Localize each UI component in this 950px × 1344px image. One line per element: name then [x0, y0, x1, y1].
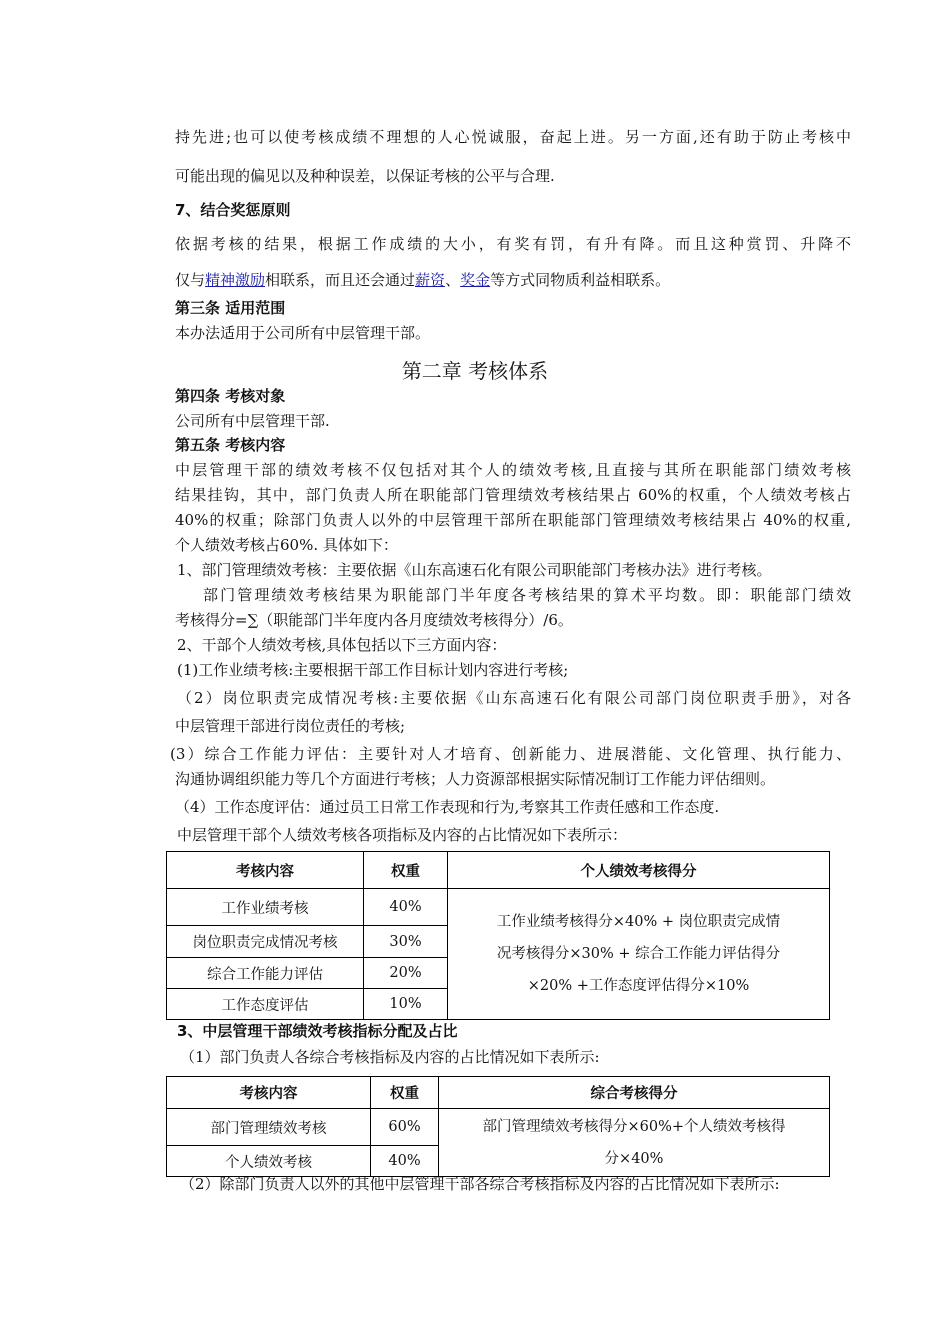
- link-bonus[interactable]: 奖金: [460, 271, 491, 289]
- table-header: 个人绩效考核得分: [448, 852, 830, 889]
- text-segment: 等方式同物质利益相联系。: [490, 271, 671, 289]
- text-segment: 、: [445, 271, 461, 289]
- para-line: 40%的权重；除部门负责人以外的中层管理干部所在职能部门管理绩效考核结果占 40%的权重,: [175, 511, 851, 529]
- para-line: 依据考核的结果，根据工作成绩的大小，有奖有罚，有升有降。而且这种赏罚、升降不: [175, 235, 851, 253]
- table-cell: 个人绩效考核: [167, 1146, 371, 1177]
- article-heading: 第四条 考核对象: [175, 387, 286, 405]
- list-item: 2、干部个人绩效考核,具体包括以下三方面内容：: [177, 636, 507, 654]
- para-line: 中层管理干部的绩效考核不仅包括对其个人的绩效考核,且直接与其所在职能部门绩效考核: [175, 461, 851, 479]
- table-intro: （1）部门负责人各综合考核指标及内容的占比情况如下表所示:: [180, 1048, 600, 1066]
- article-text: 公司所有中层管理干部.: [175, 412, 330, 430]
- formula-line: 部门管理绩效考核得分×60%+个人绩效考核得: [482, 1118, 786, 1135]
- para-line: 持先进;也可以使考核成绩不理想的人心悦诚服，奋起上进。另一方面,还有助于防止考核中: [175, 128, 851, 146]
- table-cell: 30%: [364, 926, 448, 958]
- table-header: 考核内容: [167, 852, 364, 889]
- link-spiritual-incentive[interactable]: 精神激励: [205, 271, 266, 289]
- formula-cell: [439, 1109, 830, 1177]
- sub-item: 中层管理干部进行岗位责任的考核;: [175, 717, 406, 735]
- table-header: 权重: [371, 1077, 439, 1109]
- sub-item: 沟通协调组织能力等几个方面进行考核；人力资源部根据实际情况制订工作能力评估细则。: [175, 770, 776, 788]
- table-cell: 工作业绩考核: [167, 889, 364, 926]
- sub-item: （4）工作态度评估：通过员工日常工作表现和行为,考察其工作责任感和工作态度.: [175, 798, 720, 816]
- department-head-table: [166, 1076, 830, 1177]
- chapter-title: 第二章 考核体系: [401, 359, 549, 383]
- para-line: 可能出现的偏见以及种种误差，以保证考核的公平与合理.: [175, 167, 555, 185]
- section-heading: 3、中层管理干部绩效考核指标分配及占比: [177, 1022, 458, 1040]
- table-header: 考核内容: [167, 1077, 371, 1109]
- table-intro: 中层管理干部个人绩效考核各项指标及内容的占比情况如下表所示：: [177, 826, 628, 844]
- table-cell: 综合工作能力评估: [167, 958, 364, 989]
- list-item: 1、部门管理绩效考核：主要依据《山东高速石化有限公司职能部门考核办法》进行考核。: [177, 561, 772, 579]
- table-cell: 10%: [364, 989, 448, 1020]
- table-header: 综合考核得分: [439, 1077, 830, 1109]
- table-cell: 40%: [371, 1146, 439, 1177]
- table-cell: 60%: [371, 1109, 439, 1146]
- table-cell: 工作态度评估: [167, 989, 364, 1020]
- principle-heading: 7、结合奖惩原则: [175, 201, 291, 219]
- personal-performance-table: [166, 851, 830, 1020]
- table-cell: 40%: [364, 889, 448, 926]
- para-line: 个人绩效考核占60%. 具体如下：: [175, 536, 398, 554]
- sub-item: (1)工作业绩考核:主要根据干部工作目标计划内容进行考核;: [177, 661, 569, 679]
- para-line: 考核得分=∑（职能部门半年度内各月度绩效考核得分）/6。: [175, 611, 573, 629]
- table-intro: （2）除部门负责人以外的其他中层管理干部各综合考核指标及内容的占比情况如下表所示:: [180, 1175, 780, 1193]
- formula-line: ×20% +工作态度评估得分×10%: [527, 978, 750, 994]
- formula-line: 分×40%: [604, 1150, 664, 1167]
- article-text: 本办法适用于公司所有中层管理干部。: [175, 324, 431, 342]
- article-heading: 第三条 适用范围: [175, 299, 286, 317]
- para-line: 结果挂钩，其中，部门负责人所在职能部门管理绩效考核结果占 60%的权重，个人绩效考核占: [175, 486, 851, 504]
- table-cell: 岗位职责完成情况考核: [167, 926, 364, 958]
- link-salary[interactable]: 薪资: [415, 271, 446, 289]
- text-segment: 仅与: [175, 271, 206, 289]
- sub-item: (3）综合工作能力评估：主要针对人才培育、创新能力、进展潜能、文化管理、执行能力、: [170, 745, 851, 763]
- table-cell: 20%: [364, 958, 448, 989]
- text-segment: 相联系，而且还会通过: [265, 271, 416, 289]
- table-cell: 部门管理绩效考核: [167, 1109, 371, 1146]
- formula-cell: [448, 889, 830, 1020]
- table-header: 权重: [364, 852, 448, 889]
- sub-item: （2）岗位职责完成情况考核:主要依据《山东高速石化有限公司部门岗位职责手册》，对各: [177, 689, 851, 707]
- article-heading: 第五条 考核内容: [175, 436, 286, 454]
- para-line: 部门管理绩效考核结果为职能部门半年度各考核结果的算术平均数。即：职能部门绩效: [203, 586, 851, 604]
- formula-line: 工作业绩考核得分×40% + 岗位职责完成情: [496, 914, 781, 930]
- para-line-with-links: [175, 270, 670, 290]
- formula-line: 况考核得分×30% + 综合工作能力评估得分: [496, 946, 781, 962]
